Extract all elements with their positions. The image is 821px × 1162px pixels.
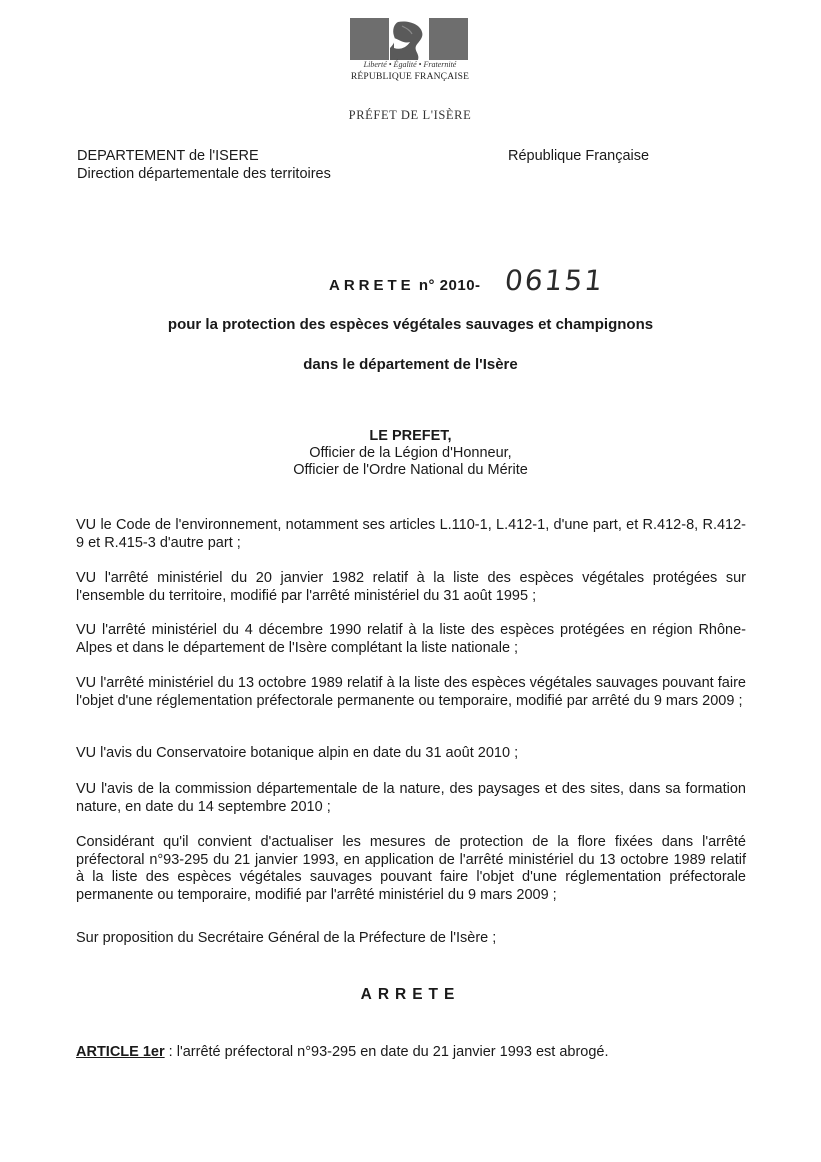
prefet-block <box>0 428 821 479</box>
marianne-logo <box>350 18 468 60</box>
prefecture-label: PRÉFET DE L'ISÈRE <box>348 108 472 122</box>
article-1 <box>76 1044 609 1060</box>
motto: Liberté • Égalité • Fraternité <box>363 60 457 69</box>
arrete-title <box>329 277 481 294</box>
visa-paragraph: VU l'avis du Conservatoire botanique alpin en date du 31 août 2010 ; <box>76 745 519 761</box>
arrete-number-prefix: n° 2010- <box>418 277 481 294</box>
arrete-word: ARRETE <box>329 277 415 294</box>
visa-paragraph: VU le Code de l'environnement, notamment ses articles L.110-1, L.412-1, d'une part, et R.412-8, R.412-9 et R.415-3 d'autre part ; <box>76 517 746 551</box>
visa-paragraph: VU l'avis de la commission départementale de la nature, des paysages et des sites, dans sa formation nature, en date du 14 septembre 2010 ; <box>76 781 746 815</box>
subject-line-2: dans le département de l'Isère <box>303 356 518 373</box>
visa-paragraph: VU l'arrêté ministériel du 4 décembre 1990 relatif à la liste des espèces protégées en région Rhône-Alpes et dans le département de l'Isère complétant la liste nationale ; <box>76 622 746 656</box>
article-1-text: : l'arrêté préfectoral n°93-295 en date du 21 janvier 1993 est abrogé. <box>164 1044 609 1060</box>
department-name: DEPARTEMENT de l'ISERE <box>77 148 259 164</box>
handwritten-number: 06151 <box>503 264 606 297</box>
decision-heading: ARRETE <box>360 986 461 1003</box>
republic-label: République Française <box>508 148 650 164</box>
direction-name: Direction départementale des territoires <box>77 166 331 182</box>
proposition-paragraph: Sur proposition du Secrétaire Général de la Préfecture de l'Isère ; <box>76 930 497 946</box>
article-1-label: ARTICLE 1er <box>76 1044 165 1060</box>
visa-paragraph: VU l'arrêté ministériel du 13 octobre 1989 relatif à la liste des espèces végétales sauvages pouvant faire l'objet d'une réglementation préfectorale permanente ou temporaire, modifié par arrêté du 9 mars 2009 ; <box>76 675 746 709</box>
visa-paragraph: VU l'arrêté ministériel du 20 janvier 1982 relatif à la liste des espèces végétales protégées sur l'ensemble du territoire, modifié par l'arrêté ministériel du 31 août 1995 ; <box>76 570 746 604</box>
prefet-honor-1: Officier de la Légion d'Honneur, <box>309 445 512 461</box>
prefet-honor-2: Officier de l'Ordre National du Mérite <box>293 462 528 478</box>
considerant-paragraph: Considérant qu'il convient d'actualiser les mesures de protection de la flore fixées dans l'arrêté préfectoral n°93-295 du 21 janvier 1993, en application de l'arrêté ministériel du 13 octobre 1989 relatif à la liste des espèces végétales sauvages pouvant faire l'objet d'une réglementation préfectorale permanente ou temporaire, modifié par l'arrêté ministériel du 9 mars 2009 ; <box>76 834 746 903</box>
prefet-title: LE PREFET, <box>369 428 452 444</box>
subject-line-1: pour la protection des espèces végétales sauvages et champignons <box>167 316 654 333</box>
republique-francaise-label: RÉPUBLIQUE FRANÇAISE <box>350 72 470 82</box>
marianne-profile-icon <box>350 18 468 60</box>
